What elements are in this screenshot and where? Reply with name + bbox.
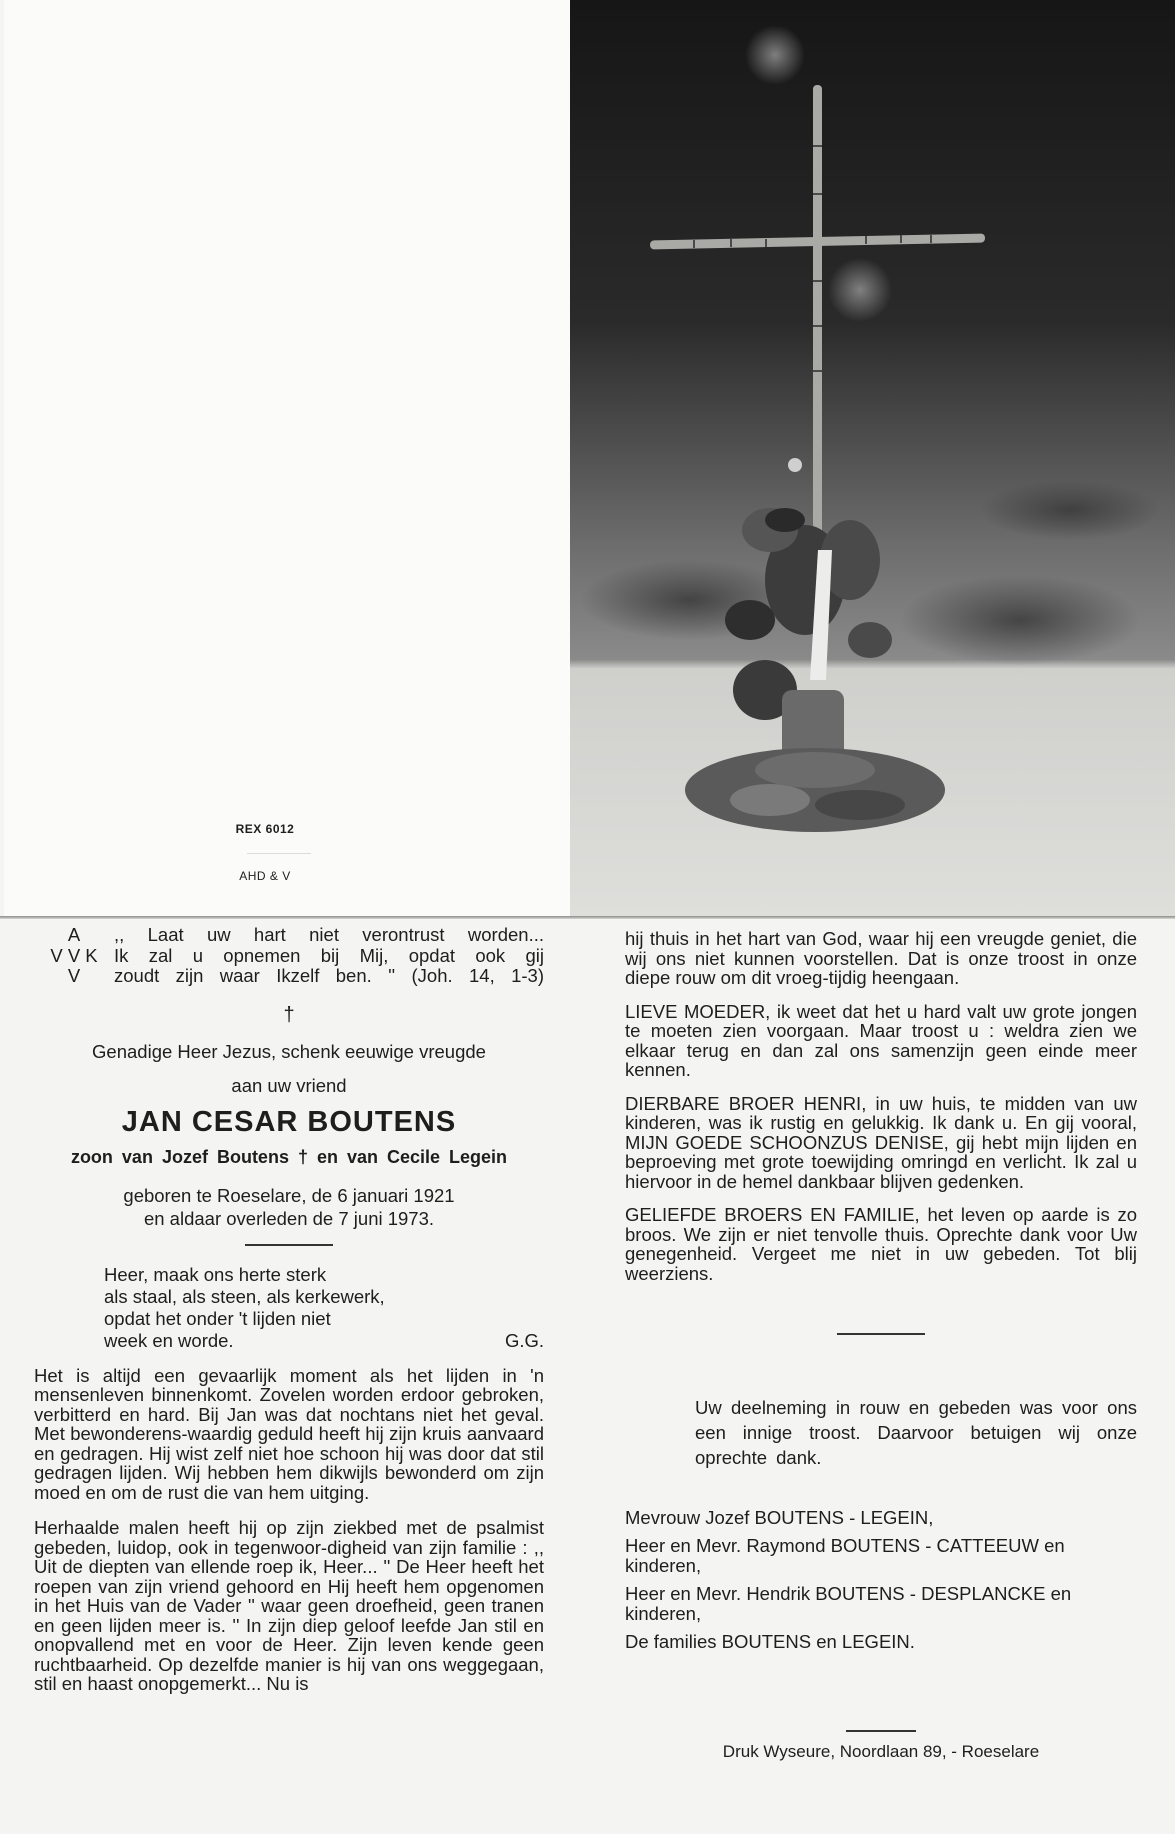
family-item: Heer en Mevr. Raymond BOUTENS - CATTEEUW en kinderen, [625, 1535, 1065, 1576]
family-list [625, 1508, 1137, 1652]
tribute-paragraph: Het is altijd een gevaarlijk moment als het lijden in 'n mensenleven binnenkomt. Zovelen worden erdoor gebroken, verbitterd en hard. Bij Jan was dat nochtans niet het geval. Met bewonderens-waardig geduld heeft hij zijn kruis aanvaard en gedragen. Hij wist zelf niet hoe schoon hij was door dat stil gedragen lijden. Wij hebben hem dikwijls bewonderd om zijn moed en om de rust die van hem uitging. [34, 1364, 544, 1503]
cover-photo [570, 0, 1175, 916]
prayer-intro: Genadige Heer Jezus, schenk eeuwige vreugde aan uw vriend [92, 1041, 486, 1096]
death-line: en aldaar overleden de 7 juni 1973. [143, 1207, 435, 1229]
family-item: Mevrouw Jozef BOUTENS - LEGEIN, [625, 1507, 934, 1528]
memorial-right-panel [625, 925, 1137, 1763]
scripture-verse [34, 925, 544, 987]
farewell-paragraph: DIERBARE BROER HENRI, in uw huis, te midden van uw kinderen, was ik rustig en gelukkig. Ik dank u. En gij vooral, MIJN GOEDE SCHOONZUS DENISE, gij hebt mijn lijden en beproeving met grote toewijding omringd en verlicht. Ik zal u hiervoor in de hemel dankbaar blijven gedenken. [625, 1092, 1137, 1192]
light-spot [745, 25, 805, 85]
memorial-left-panel [34, 925, 544, 1694]
scan-divider [0, 916, 1175, 919]
cross-photo-illustration [570, 0, 1175, 916]
farewell-paragraph: GELIEFDE BROERS EN FAMILIE, het leven op aarde is zo broos. We zijn er niet tenvolle thuis. Oprechte dank voor Uw genegenheid. Vergeet me niet in uw gebeden. Tot blij weerziens. [625, 1204, 1137, 1284]
verse-text: ,, Laat uw hart niet verontrust worden... Ik zal u opnemen bij Mij, opdat ook gij zoudt zijn waar Ikzelf ben. '' (Joh. 14, 1-3) [114, 924, 544, 986]
farewell-paragraph: hij thuis in het hart van God, waar hij een vreugde geniet, die wij ons niet kunnen voorstellen. Dat is onze troost in onze diepe rouw om dit vroeg-tijdig heengaan. [625, 928, 1137, 988]
parents-line: zoon van Jozef Boutens † en van Cecile Legein [70, 1147, 508, 1167]
publisher-imprint: AHD & V [239, 869, 291, 883]
stone-base [685, 748, 945, 832]
divider [846, 1730, 916, 1732]
divider [837, 1333, 925, 1335]
divider [247, 853, 311, 854]
poem-signature: G.G. [504, 1329, 544, 1351]
birth-line: geboren te Roeselare, de 6 januari 1921 [123, 1184, 455, 1206]
cover-back-page [4, 0, 571, 916]
printer-credit: Druk Wyseure, Noordlaan 89, - Roeselare [722, 1742, 1040, 1761]
thanks-note: Uw deelneming in rouw en gebeden was voor ons een innige troost. Daarvoor betuigen wij onze oprechte dank. [695, 1397, 1137, 1468]
family-item: De families BOUTENS en LEGEIN. [625, 1631, 915, 1652]
tribute-paragraph: Herhaalde malen heeft hij op zijn ziekbed met de psalmist gebeden, luidop, ook in tegenwoor-digheid van zijn familie : ,, Uit de diepten van ellende roep ik, Heer... '' De Heer heeft het roepen van zijn vriend gehoord en Hij heeft hem opgenomen in het Huis van de Vader '' waar geen droefheid, geen tranen en geen lijden meer is. '' In zijn diep geloof leefde Jan stil en onopvallend met en voor de Heer. Zijn leven kende geen ruchtbaarheid. Op dezelfde manier is hij van ons weggegaan, stil en haast onopgemerkt... Nu is [34, 1517, 544, 1694]
farewell-paragraph: LIEVE MOEDER, ik weet dat het u hard valt uw grote jongen te moeten zien voorgaan. Maar troost u : weldra zien we elkaar terug en dan zal ons samenzijn geen einde meer kennen. [625, 1000, 1137, 1080]
light-spot [828, 258, 892, 322]
verse-initials: A V V K V [50, 924, 98, 986]
cross-icon: † [283, 1003, 295, 1026]
card-code: REX 6012 [235, 822, 295, 836]
divider [245, 1244, 333, 1246]
family-item: Heer en Mevr. Hendrik BOUTENS - DESPLANCKE en kinderen, [625, 1583, 1072, 1624]
deceased-name: JAN CESAR BOUTENS [121, 1106, 457, 1138]
life-dates [34, 1184, 544, 1230]
poem: Heer, maak ons herte sterk als staal, als steen, als kerkewerk, opdat het onder 't lijden niet week en worde. G.G. [104, 1263, 544, 1351]
